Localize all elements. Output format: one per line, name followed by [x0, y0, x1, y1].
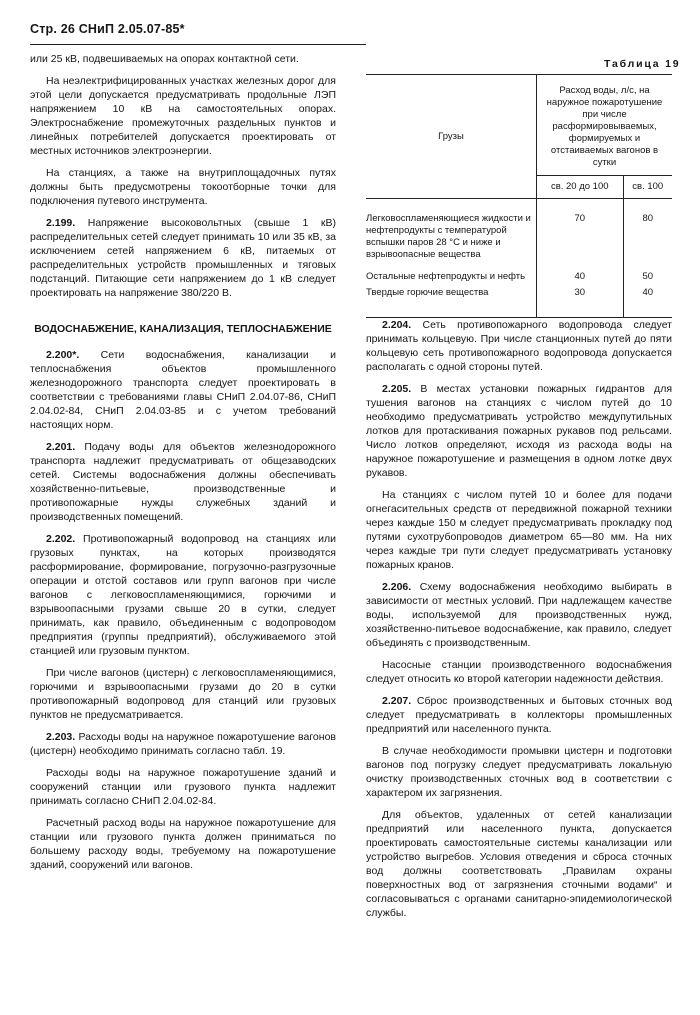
clause-number: 2.204.: [382, 319, 412, 331]
clause-text: Сети водоснабжения, канализации и теплоснабжения объектов промышленного железнодорожного транспорта следует проектировать в соответствии с требованиями главы СНиП 2.04.07-86, СНиП 2.04.02-84, СНиП 2.04.03-85 и с учетом требований настоящих норм.: [30, 349, 336, 431]
clause-number: 2.207.: [382, 695, 412, 707]
clause-number: 2.203.: [46, 731, 76, 743]
cargo-name: Твердые горючие вещества: [366, 287, 489, 298]
clause-2-202: [30, 532, 336, 658]
paragraph: Насосные станции производственного водоснабжения следует относить ко второй категории надежности действия.: [366, 659, 672, 685]
clause-number: 2.205.: [382, 383, 412, 395]
table-caption: Таблица 19: [604, 58, 681, 70]
flow-value: 70: [537, 199, 624, 264]
clause-2-200: [30, 348, 336, 432]
table-row: [366, 199, 672, 264]
paragraph: Расходы воды на наружное пожаротушение зданий и сооружений станции или грузового пункта надлежит принимать согласно СНиП 2.04.02-84.: [30, 767, 336, 807]
table-19: [366, 74, 672, 318]
clause-2-205: [366, 382, 672, 480]
column-header-cargo: Грузы: [366, 75, 537, 199]
header-rule: [30, 44, 366, 45]
clause-2-203: [30, 730, 336, 758]
column-header-sub2: св. 100: [623, 176, 672, 199]
clause-text: Расходы воды на наружное пожаротушение вагонов (цистерн) необходимо принимать согласно табл. 19.: [30, 731, 336, 757]
paragraph: На неэлектрифицированных участках железных дорог для этой цели допускается предусматривать продольные ЛЭП напряжением 10 кВ на самостоятельных опорах. Электроснабжение промежуточных раздельных пунктов и линейных потребителей допускается проектировать от местных источников электроэнергии.: [30, 75, 336, 157]
table-bottom-rule: [366, 311, 672, 318]
clause-text: Противопожарный водопровод на станциях или грузовых пунктах, на которых производятся расформирование, формирование, погрузочно-разгрузочные операции и отстой составов или групп вагонов при числе вагонов с легковоспламеняющимися, горючими и взрывоопасными грузами свыше 20 в сутки, следует принимать, как правило, объединенным с водопроводом предприятия (группы предприятий), обслуживаемого этой станцией или грузовым пунктом.: [30, 533, 336, 657]
column-header-flow: Расход воды, л/с, на наружное пожаротушение при числе расформировываемых, формируемых и отстаиваемых вагонов в сутки: [537, 75, 673, 176]
clause-2-207: [366, 694, 672, 736]
flow-value: 30: [537, 285, 624, 311]
clause-text: В местах установки пожарных гидрантов для тушения вагонов на станциях с числом путей до 10 необходимо предусматривать устройство междупутильных лотков для протаскивания пожарных рукавов под рельсами. Число лотков определяют, исходя из расхода воды на наружное пожаротушение и размещения в одном лотке двух рукавов.: [366, 383, 673, 479]
clause-text: Сеть противопожарного водопровода следует принимать кольцевую. При числе станционных путей до пяти кольцевую сеть противопожарного водопровода допускается располагать с одной стороны путей.: [366, 319, 672, 373]
section-title: ВОДОСНАБЖЕНИЕ, КАНАЛИЗАЦИЯ, ТЕПЛОСНАБЖЕНИЕ: [34, 323, 332, 335]
paragraph: При числе вагонов (цистерн) с легковоспламеняющимися, горючими и взрывоопасными грузами до 20 в сутки противопожарный водопровод для станций или грузовых пунктов не предусматривается.: [30, 667, 336, 721]
clause-2-199: [30, 216, 336, 300]
table-row: [366, 285, 672, 311]
paragraph: Расчетный расход воды на наружное пожаротушение для станции или грузового пункта должен приниматься по большему расходу воды, требуемому на пожаротушение зданий, сооружений или вагонов.: [30, 817, 336, 871]
right-column: [366, 318, 672, 928]
paragraph: или 25 кВ, подвешиваемых на опорах контактной сети.: [30, 53, 299, 65]
flow-value: 50: [623, 263, 672, 285]
clause-text: Сброс производственных и бытовых сточных вод следует предусматривать в коллекторы промышленных предприятий или населенного пункта.: [366, 695, 673, 735]
clause-number: 2.199.: [46, 217, 76, 229]
page-header: Стр. 26 СНиП 2.05.07-85*: [30, 22, 185, 36]
flow-value: 40: [623, 285, 672, 311]
clause-number: 2.201.: [46, 441, 76, 453]
clause-text: Подачу воды для объектов железнодорожного транспорта надлежит предусматривать от общезаводских сетей. Системы водоснабжения должны обеспечивать хозяйственно-питьевые, производственные и противопожарные нужды служебных зданий и производственных помещений.: [30, 441, 336, 523]
cargo-name: Остальные нефтепродукты и нефть: [366, 271, 526, 282]
column-header-sub1: св. 20 до 100: [537, 176, 624, 199]
table-row: [366, 263, 672, 285]
clause-number: 2.200*.: [46, 349, 80, 361]
left-column: [30, 52, 336, 880]
paragraph: В случае необходимости промывки цистерн и подготовки вагонов под погрузку следует предусматривать локальную очистку производственных сточных вод в соответствии с характером их загрязнения.: [366, 745, 672, 799]
clause-2-204: [366, 318, 672, 374]
clause-2-206: [366, 580, 672, 650]
paragraph: На станциях с числом путей 10 и более для подачи огнегасительных средств от передвижной пожарной техники через каждые 150 м следует предусматривать прокладку под путями сухотрубопроводов диаметром 65—80 мм. На них через каждые три пути следует предусматривать установку пожарных кранов.: [366, 489, 672, 571]
clause-text: Напряжение высоковольтных (свыше 1 кВ) распределительных сетей следует принимать 10 или 35 кВ, за исключением сетей напряжением 6 кВ, питаемых от распределительных устройств промышленных и тяговых подстанций. Питающие сети напряжением до 1 кВ следует проектировать на напряжение 380/220 В.: [30, 217, 336, 299]
flow-value: 80: [623, 199, 672, 264]
clause-number: 2.202.: [46, 533, 76, 545]
clause-text: Схему водоснабжения необходимо выбирать в зависимости от местных условий. При надлежащем качестве воды, используемой для производственных нужд, хозяйственно-питьевое водоснабжение, как правило, следует объединять с производственным.: [366, 581, 672, 649]
flow-value: 40: [537, 263, 624, 285]
table-header-row: [366, 75, 672, 176]
clause-number: 2.206.: [382, 581, 412, 593]
cargo-name: Легковоспламеняющиеся жидкости и нефтепродукты с температурой вспышки паров 28 °С и ниже и взрывоопасные вещества: [366, 213, 531, 260]
paragraph: На станциях, а также на внутриплощадочных путях должны быть предусмотрены токоотборные точки для подключения путевого инструмента.: [30, 167, 336, 207]
clause-2-201: [30, 440, 336, 524]
paragraph: Для объектов, удаленных от сетей канализации предприятий или населенного пункта, допускается проектировать самостоятельные системы канализации или устройство выгребов. Условия отведения и сброса сточных вод должны соответствовать „Правилам охраны поверхностных вод от загрязнения сточными водами“ и согласовываться с органами санитарно-эпидемиологической службы.: [366, 809, 672, 919]
